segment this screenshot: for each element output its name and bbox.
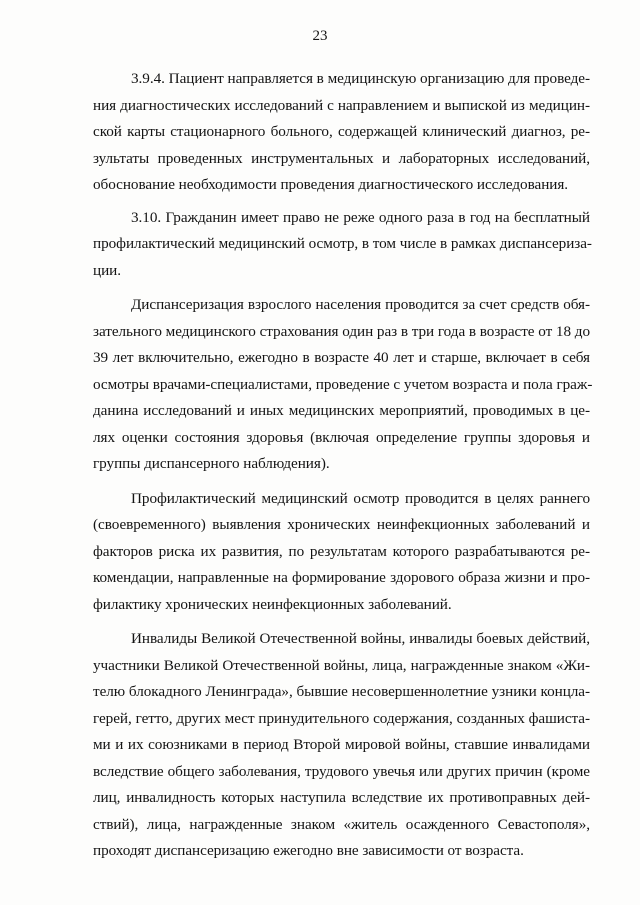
text-line: ствий), лица, награжденные знаком «житель осажденного Севастополя», bbox=[93, 815, 590, 833]
page-number: 23 bbox=[312, 28, 328, 44]
text-line: зультаты проведенных инструментальных и лабораторных исследований, bbox=[93, 149, 590, 167]
text-line: телю блокадного Ленинграда», бывшие несовершеннолетние узники концла- bbox=[93, 683, 590, 700]
text-line: вследствие общего заболевания, трудового увечья или других причин (кроме bbox=[93, 762, 590, 780]
paragraph bbox=[93, 66, 590, 199]
text-line: ции. bbox=[93, 261, 121, 279]
text-line: комендации, направленные на формирование здорового образа жизни и про- bbox=[93, 569, 590, 586]
text-line: (своевременного) выявления хронических неинфекционных заболеваний и bbox=[93, 516, 590, 533]
text-line: проходят диспансеризацию ежегодно вне зависимости от возраста. bbox=[93, 842, 524, 859]
text-line: Инвалиды Великой Отечественной войны, инвалиды боевых действий, bbox=[131, 630, 590, 647]
paragraph bbox=[93, 626, 590, 865]
text-line: 3.9.4. Пациент направляется в медицинскую организацию для проведе- bbox=[131, 70, 590, 87]
paragraph bbox=[93, 205, 590, 285]
text-line: лях оценки состояния здоровья (включая определение группы здоровья и bbox=[93, 428, 590, 446]
text-line: ми и их союзниками в период Второй мировой войны, ставшие инвалидами bbox=[93, 736, 590, 753]
text-line: обоснование необходимости проведения диагностического исследования. bbox=[93, 176, 569, 193]
text-line: ния диагностических исследований с направлением и выпиской из медицин- bbox=[93, 96, 590, 114]
text-line: факторов риска их развития, по результатам которого разрабатываются ре- bbox=[93, 542, 590, 560]
document-body bbox=[93, 66, 593, 873]
text-line: группы диспансерного наблюдения). bbox=[93, 455, 330, 472]
text-line: герей, гетто, других мест принудительного содержания, созданных фашиста- bbox=[93, 709, 590, 727]
text-line: ской карты стационарного больного, содержащей клинический диагноз, ре- bbox=[93, 123, 590, 140]
text-line: данина исследований и иных медицинских мероприятий, проводимых в це- bbox=[93, 402, 590, 419]
paragraph bbox=[93, 292, 593, 478]
paragraph bbox=[93, 486, 590, 619]
text-line: 39 лет включительно, ежегодно в возрасте 40 лет и старше, включает в себя bbox=[93, 349, 590, 366]
text-line: филактику хронических неинфекционных заболеваний. bbox=[93, 595, 452, 613]
text-line: Диспансеризация взрослого населения проводится за счет средств обя- bbox=[131, 296, 590, 313]
text-line: 3.10. Гражданин имеет право не реже одного раза в год на бесплатный bbox=[131, 208, 590, 226]
text-line: зательного медицинского страхования один раз в три года в возрасте от 18 до bbox=[93, 322, 590, 340]
text-line: профилактический медицинский осмотр, в том числе в рамках диспансериза- bbox=[93, 235, 592, 252]
text-line: Профилактический медицинский осмотр проводится в целях раннего bbox=[131, 489, 590, 507]
text-line: осмотры врачами-специалистами, проведение с учетом возраста и пола граж- bbox=[93, 375, 593, 393]
text-line: лиц, инвалидность которых наступила вследствие их противоправных дей- bbox=[93, 789, 590, 806]
text-line: участники Великой Отечественной войны, лица, награжденные знаком «Жи- bbox=[93, 656, 590, 674]
